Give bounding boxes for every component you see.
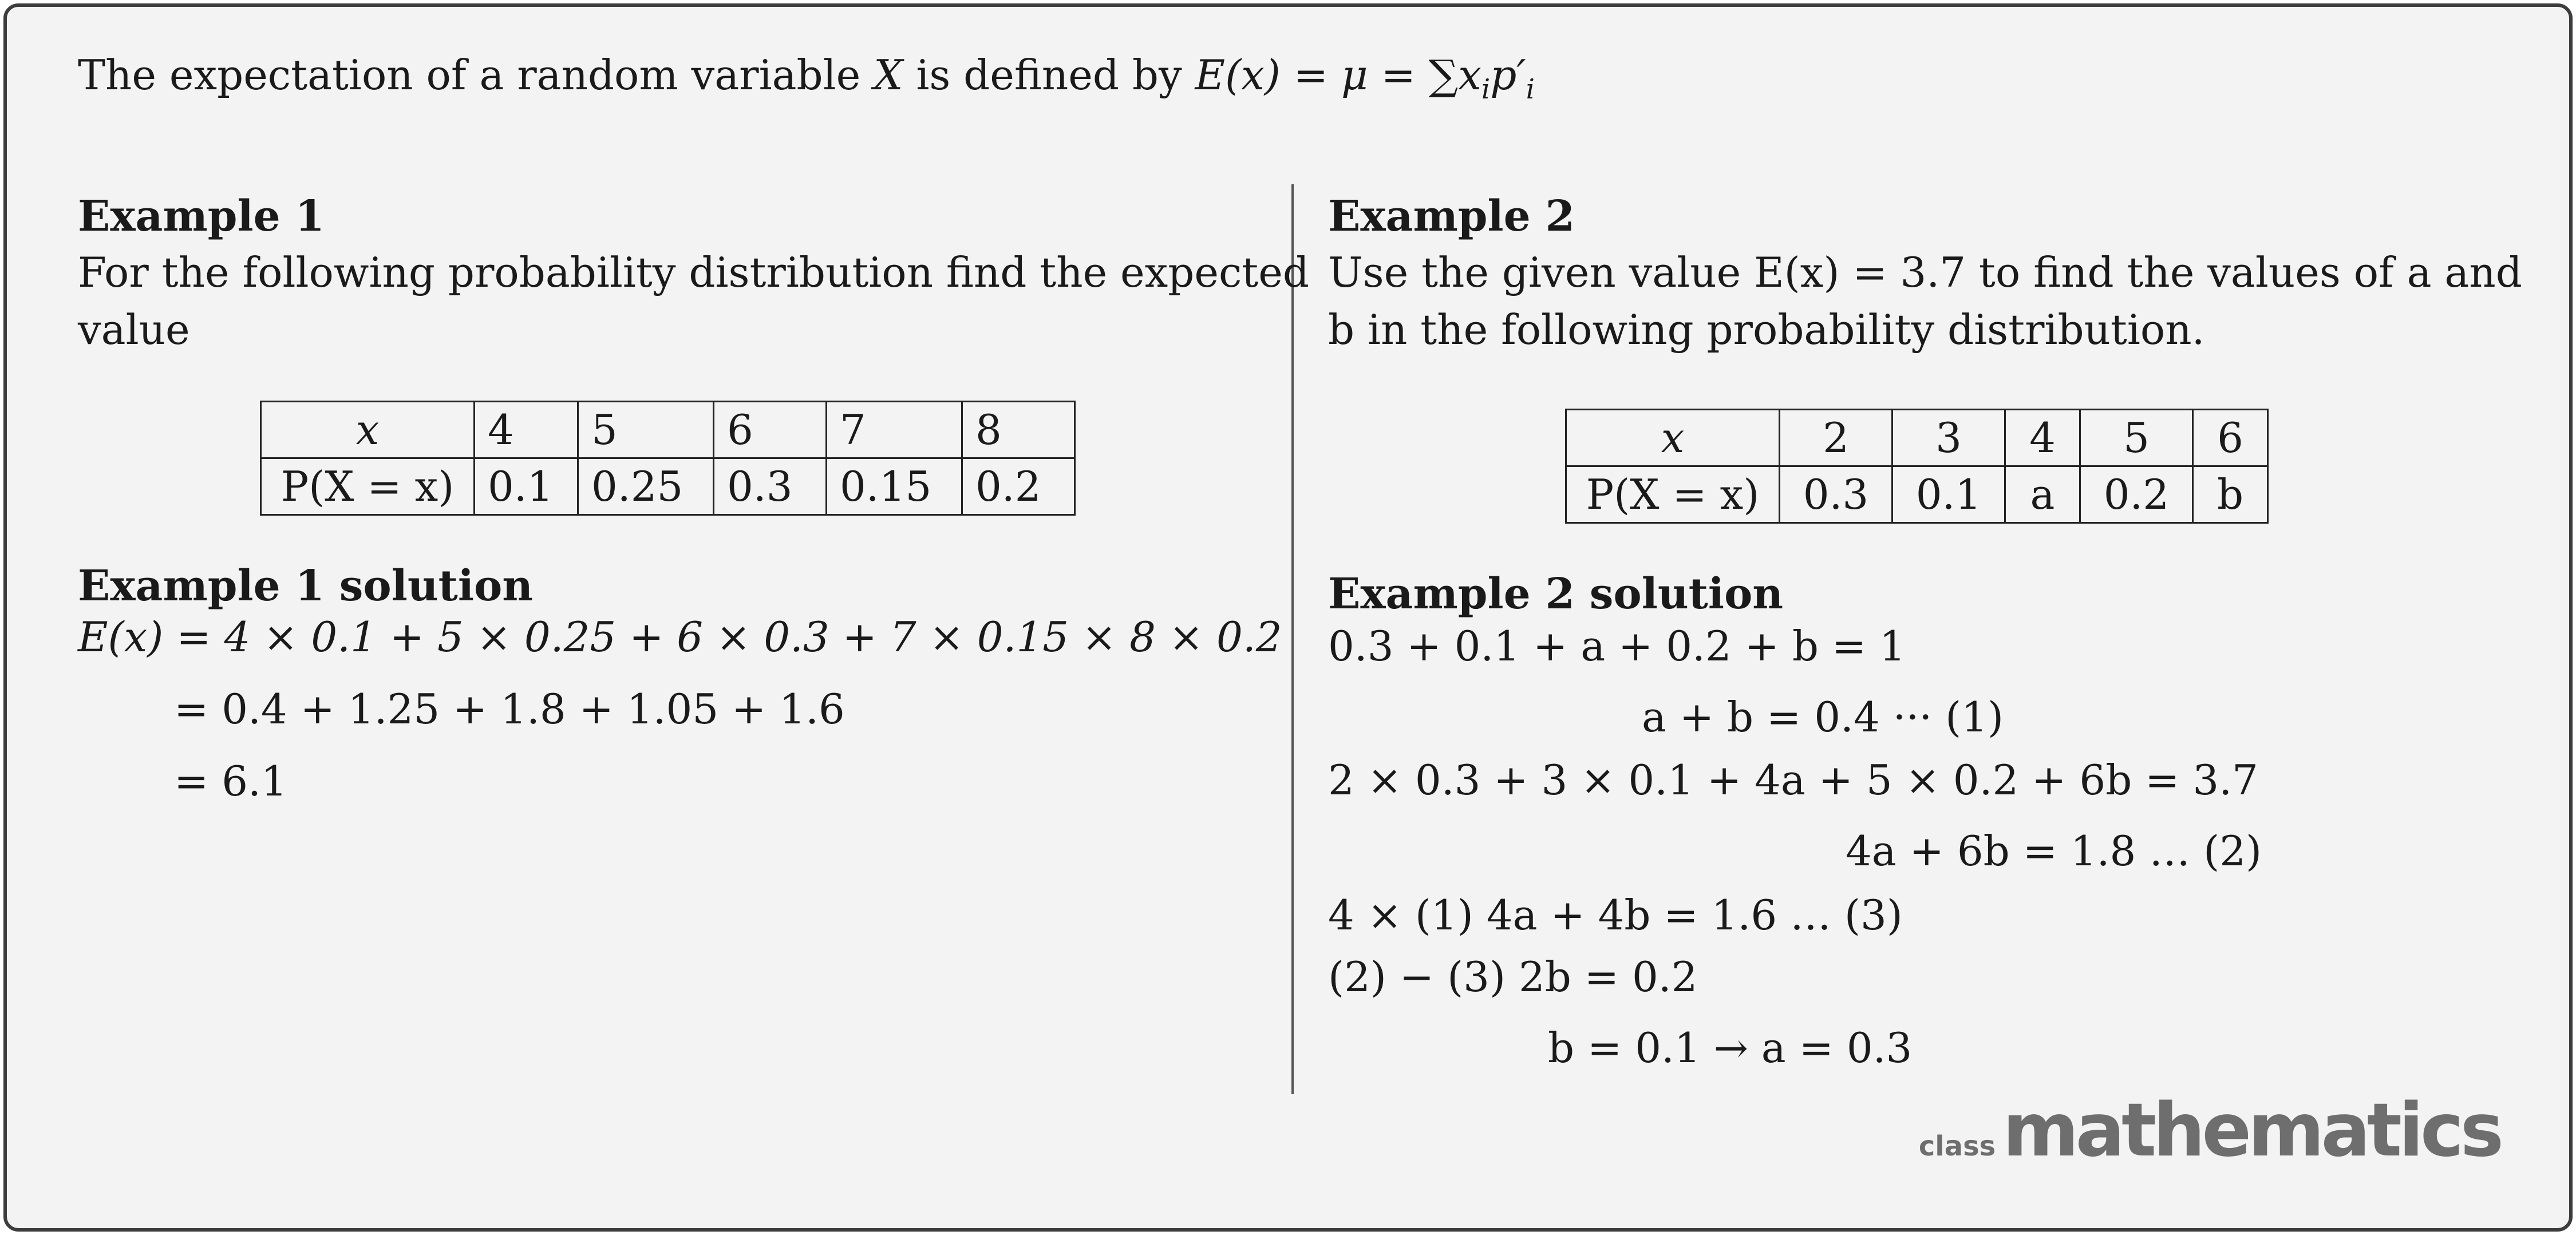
formula-main: E(x) = μ = ∑x <box>1195 51 1481 99</box>
lesson-card <box>3 3 2573 1232</box>
table-cell: a <box>2005 466 2080 523</box>
example-2-solution-line: 4 × (1) 4a + 4b = 1.6 … (3) <box>1328 891 1903 939</box>
example-1-distribution-table <box>260 401 1076 516</box>
table-row <box>261 458 1075 515</box>
example-2-title: Example 2 <box>1328 192 1575 241</box>
table-cell: b <box>2193 466 2268 523</box>
table-cell: 0.2 <box>962 458 1075 515</box>
example-2-solution-line: a + b = 0.4 ··· (1) <box>1642 693 2004 741</box>
class-mathematics-logo <box>1919 1088 2500 1173</box>
table-cell: 8 <box>962 402 1075 458</box>
table-cell: 0.25 <box>578 458 714 515</box>
example-2-prompt-line-1: Use the given value E(x) = 3.7 to find the values of a and <box>1328 248 2522 296</box>
example-2-solution-line: 2 × 0.3 + 3 × 0.1 + 4a + 5 × 0.2 + 6b = 3.7 <box>1328 756 2258 804</box>
table-cell: 0.15 <box>827 458 962 515</box>
table-cell: 7 <box>827 402 962 458</box>
table-row <box>1566 410 2268 466</box>
intro-text-mid: is defined by <box>916 51 1182 99</box>
table-header-x: x <box>1566 410 1780 466</box>
table-cell: 0.3 <box>714 458 827 515</box>
table-cell: 2 <box>1780 410 1893 466</box>
logo-class-text: class <box>1918 1130 1996 1162</box>
intro-statement <box>78 49 1535 105</box>
table-cell: 3 <box>1893 410 2005 466</box>
example-2-prompt-line-2: b in the following probability distribution. <box>1328 306 2205 354</box>
formula-p: p′ <box>1490 51 1526 99</box>
column-divider <box>1291 184 1294 1094</box>
formula-subscript: i <box>1481 73 1491 105</box>
example-1-solution-title: Example 1 solution <box>78 561 534 611</box>
example-2-prompt <box>1328 244 2522 358</box>
example-1-prompt-line-1: For the following probability distribution find the expected <box>78 248 1309 296</box>
table-cell: 0.2 <box>2080 466 2193 523</box>
table-cell: 5 <box>578 402 714 458</box>
example-2-column <box>1328 189 2522 1072</box>
table-row <box>1566 466 2268 523</box>
table-header-x: x <box>261 402 475 458</box>
table-cell: 6 <box>714 402 827 458</box>
table-header-probability: P(X = x) <box>1566 466 1780 523</box>
example-1-solution-line: = 6.1 <box>174 757 287 805</box>
example-1-column <box>78 189 1309 805</box>
expectation-formula <box>1195 51 1535 105</box>
example-1-prompt <box>78 244 1309 358</box>
example-1-prompt-line-2: value <box>78 306 190 354</box>
table-cell: 4 <box>2005 410 2080 466</box>
table-cell: 4 <box>475 402 578 458</box>
table-cell: 6 <box>2193 410 2268 466</box>
example-2-distribution-table <box>1565 409 2269 524</box>
example-1-solution-line: = 0.4 + 1.25 + 1.8 + 1.05 + 1.6 <box>174 685 845 733</box>
example-2-solution-line: (2) − (3) 2b = 0.2 <box>1328 953 1698 1001</box>
example-1-title: Example 1 <box>78 192 325 241</box>
table-cell: 0.1 <box>1893 466 2005 523</box>
formula-subscript-p: i <box>1526 73 1535 105</box>
intro-variable: X <box>874 51 903 99</box>
example-2-solution-line: 0.3 + 0.1 + a + 0.2 + b = 1 <box>1328 622 1906 670</box>
example-1-solution-line: E(x) = 4 × 0.1 + 5 × 0.25 + 6 × 0.3 + 7 × 0.15 × 8 × 0.2 <box>78 613 1282 661</box>
intro-text: The expectation of a random variable <box>78 51 861 99</box>
table-cell: 0.1 <box>475 458 578 515</box>
logo-mathematics-text: mathematics <box>2002 1088 2500 1173</box>
example-2-solution-line: b = 0.1 → a = 0.3 <box>1548 1024 1913 1072</box>
table-header-probability: P(X = x) <box>261 458 475 515</box>
table-cell: 0.3 <box>1780 466 1893 523</box>
example-2-solution-line: 4a + 6b = 1.8 … (2) <box>1846 827 2262 875</box>
table-row <box>261 402 1075 458</box>
example-2-solution-title: Example 2 solution <box>1328 569 1784 619</box>
table-cell: 5 <box>2080 410 2193 466</box>
